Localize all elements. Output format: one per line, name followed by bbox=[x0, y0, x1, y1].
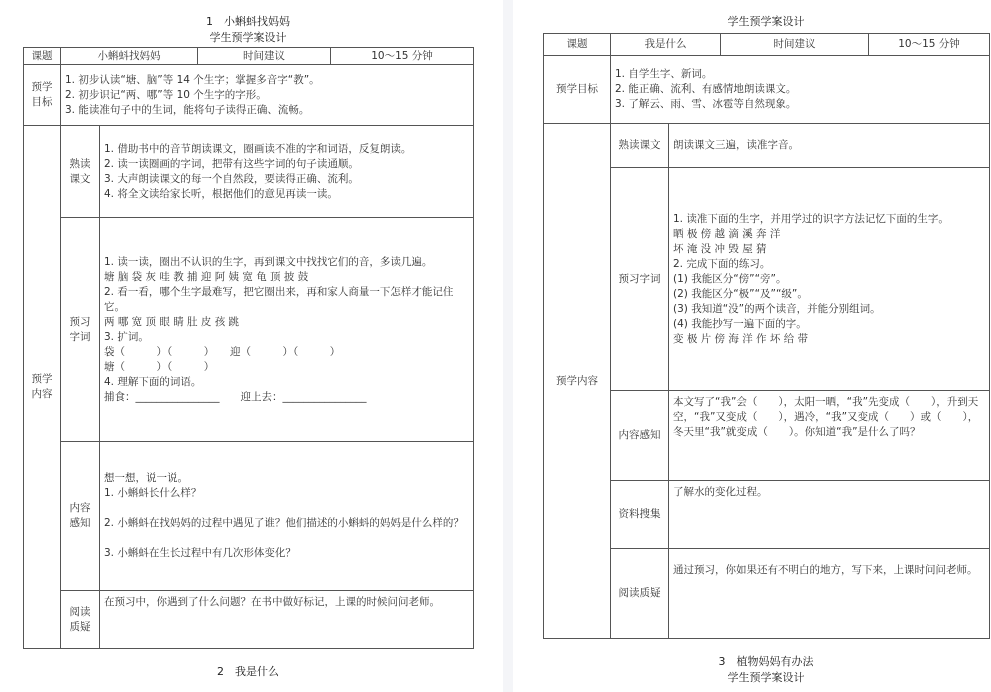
text-line: 1. 初步认读“塘、脑”等 14 个生字；掌握多音字“教”。 bbox=[65, 73, 320, 86]
text-line: 1. 读一读，圈出不认识的生字，再到课文中找找它们的音，多读几遍。 bbox=[104, 255, 433, 268]
text-line: 想一想，说一说。 bbox=[104, 472, 188, 484]
text-line: 2. 完成下面的练习。 bbox=[673, 257, 771, 270]
text-line: 塘 脑 袋 灰 哇 教 捕 迎 阿 姨 宽 龟 顶 披 鼓 bbox=[104, 270, 309, 283]
text-line: 变 极 片 傍 海 洋 作 坏 给 带 bbox=[673, 332, 809, 345]
text-line: 朗读课文三遍，读准字音。 bbox=[673, 139, 799, 151]
content-label: 预学内容 bbox=[544, 124, 611, 639]
goals-content bbox=[61, 65, 474, 126]
text-line: 3. 大声朗读课文的每一个自然段，要读得正确、流利。 bbox=[104, 172, 359, 185]
text-line: 2. 能正确、流利、有感情地朗读课文。 bbox=[615, 83, 797, 95]
section-label: 预习字词 bbox=[611, 168, 669, 391]
text-line: (3) 我知道“没”的两个读音，并能分别组词。 bbox=[673, 302, 881, 315]
text-line: 3. 能读准句子中的生词，能将句子读得正确、流畅。 bbox=[65, 103, 310, 116]
section-content bbox=[100, 591, 474, 649]
text-line: (2) 我能区分“极”“及”“级”。 bbox=[673, 287, 808, 300]
topic-label: 课题 bbox=[24, 48, 61, 65]
time-value: 10～15 分钟 bbox=[869, 34, 990, 56]
page1-table bbox=[23, 47, 474, 649]
content-label: 预学内容 bbox=[24, 126, 61, 649]
text-line: 1. 自学生字、新词。 bbox=[615, 68, 713, 80]
text-line: 塘（ ）（ ） bbox=[104, 360, 215, 373]
section-content bbox=[669, 168, 990, 391]
section-content bbox=[669, 481, 990, 549]
text-line: 1. 借助书中的音节朗读课文，圈画读不准的字和词语，反复朗读。 bbox=[104, 142, 412, 155]
text-line: 3. 了解云、雨、雪、冰雹等自然现象。 bbox=[615, 98, 797, 110]
text-line: 4. 将全文读给家长听，根据他们的意见再读一读。 bbox=[104, 187, 338, 200]
section-label: 预习字词 bbox=[61, 218, 100, 442]
text-line: 通过预习，你如果还有不明白的地方，写下来，上课时问问老师。 bbox=[673, 564, 978, 576]
page2-next-subtitle: 学生预学案设计 bbox=[727, 671, 805, 684]
section-content bbox=[100, 442, 474, 591]
page1-lesson-title: 1 小蝌蚪找妈妈 bbox=[206, 15, 290, 28]
time-label: 时间建议 bbox=[721, 34, 869, 56]
text-line: 两 哪 宽 顶 眼 睛 肚 皮 孩 跳 bbox=[104, 315, 240, 328]
topic-value: 我是什么 bbox=[611, 34, 721, 56]
page2-subtitle: 学生预学案设计 bbox=[727, 15, 805, 28]
page-gap bbox=[503, 0, 513, 692]
text-line: 3. 小蝌蚪在生长过程中有几次形体变化？ bbox=[104, 547, 296, 559]
goals-label: 预学目标 bbox=[544, 56, 611, 124]
section-label: 资料搜集 bbox=[611, 481, 669, 549]
topic-label: 课题 bbox=[544, 34, 611, 56]
text-line: 了解水的变化过程。 bbox=[673, 486, 768, 498]
topic-value: 小蝌蚪找妈妈 bbox=[61, 48, 198, 65]
text-line bbox=[104, 531, 469, 546]
section-label: 熟读课文 bbox=[61, 126, 100, 218]
section-label: 内容感知 bbox=[611, 391, 669, 481]
text-line: 1. 读准下面的生字，并用学过的识字方法记忆下面的生字。 bbox=[673, 212, 949, 225]
text-line: 2. 读一读圈画的字词，把带有这些字词的句子读通顺。 bbox=[104, 157, 359, 170]
section-content bbox=[669, 549, 990, 639]
text-line: 1. 小蝌蚪长什么样？ bbox=[104, 487, 202, 499]
section-content bbox=[100, 126, 474, 218]
text-line: 本文写了“我”会（ ），太阳一晒，“我”先变成（ ），升到天空，“我”又变成（ ），遇冷，“我”又变成（ ）或（ ），冬天里“我”就变成（ ）。你知道“我”是什么了吗？ bbox=[673, 396, 979, 438]
text-line: 2. 小蝌蚪在找妈妈的过程中遇见了谁？他们描述的小蝌蚪的妈妈是什么样的？ bbox=[104, 517, 464, 529]
text-line: 在预习中，你遇到了什么问题？在书中做好标记，上课的时候问问老师。 bbox=[104, 596, 440, 608]
goals-content bbox=[611, 56, 990, 124]
text-line: (1) 我能区分“傍”“旁”。 bbox=[673, 272, 787, 285]
text-line: (4) 我能抄写一遍下面的字。 bbox=[673, 317, 807, 330]
text-line: 2. 初步识记“两、哪”等 10 个生字的字形。 bbox=[65, 88, 267, 101]
goals-label: 预学目标 bbox=[24, 65, 61, 126]
text-line: 坏 淹 没 冲 毁 屋 猜 bbox=[673, 242, 767, 255]
text-line: 捕食：________________ 迎上去：________________ bbox=[104, 390, 367, 403]
text-line: 4. 理解下面的词语。 bbox=[104, 375, 202, 388]
text-line: 袋（ ）（ ） 迎（ ）（ ） bbox=[104, 345, 341, 358]
page2-next-title: 3 植物妈妈有办法 bbox=[718, 655, 814, 668]
section-content bbox=[669, 391, 990, 481]
section-label: 阅读质疑 bbox=[61, 591, 100, 649]
section-content bbox=[669, 124, 990, 168]
section-content bbox=[100, 218, 474, 442]
section-label: 熟读课文 bbox=[611, 124, 669, 168]
text-line: 晒 极 傍 越 滴 溪 奔 洋 bbox=[673, 227, 781, 240]
text-line bbox=[104, 501, 469, 516]
time-label: 时间建议 bbox=[198, 48, 331, 65]
section-label: 内容感知 bbox=[61, 442, 100, 591]
text-line: 3. 扩词。 bbox=[104, 330, 149, 343]
page1-subtitle: 学生预学案设计 bbox=[209, 31, 287, 44]
page1-next-title: 2 我是什么 bbox=[217, 665, 279, 678]
section-label: 阅读质疑 bbox=[611, 549, 669, 639]
time-value: 10～15 分钟 bbox=[331, 48, 474, 65]
text-line: 2. 看一看，哪个生字最难写，把它圈出来，再和家人商量一下怎样才能记住它。 bbox=[104, 285, 454, 313]
page2-table bbox=[543, 33, 990, 639]
